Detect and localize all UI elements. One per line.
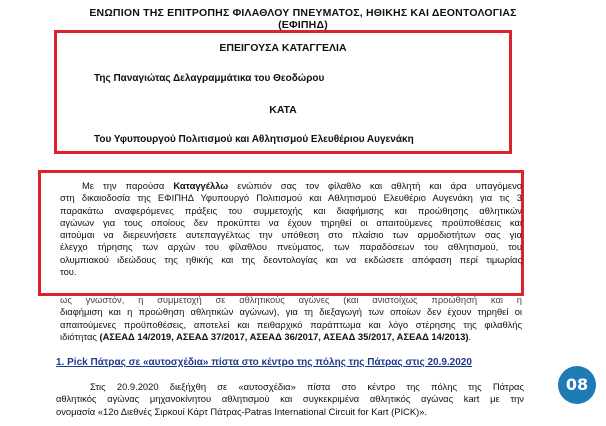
- section-body: [56, 381, 524, 418]
- body-line: Με την παρούσα Καταγγέλλω ενώπιόν σας τον φίλαθλο και αθλητή και άρα υπαγόμενο: [82, 180, 522, 191]
- page-number-badge: 08: [558, 366, 596, 404]
- body-line: έλεγχο τήρησης των αρχών του φίλαθλου πνεύματος, των παραδόσεων του αθλητισμού, του: [60, 241, 522, 253]
- header-abbreviation: (ΕΦΙΠΗΔ): [278, 19, 328, 31]
- body-line: αθλητικός αγώνας μηχανοκίνητου αθλητισμού και συγκεκριμένα αθλητικός αγώνας kart με την: [56, 393, 524, 405]
- body-line: ονομασία «12ο Διεθνές Σιρκουί Κάρτ Πάτρας-Patras International Circuit for Kart (PICK)».: [56, 405, 428, 417]
- body-line: διαφήμιση και η προώθηση αθλητικών αγώνων), για τη διεξαγωγή των οποίων δεν έχουν τηρηθεί οι: [60, 306, 522, 318]
- body-line: Στις 20.9.2020 διεξήχθη σε «αυτοσχέδια» πίστα στο κέντρο της πόλης της Πάτρας: [90, 381, 524, 392]
- body-line: παρακάτω αναφερόμενες πράξεις του συμμετοχής και διαφήμισης και προώθησης αθλητικών: [60, 204, 522, 216]
- body-line: στη δικαιοδοσία της ΕΦΙΠΗΔ Υφυπουργό Πολιτισμού και Αθλητισμού Ελευθέριο Αυγενάκη για τις 3: [60, 192, 522, 204]
- complainant: Της Παναγιώτας Δελαγραμμάτικα του Θεοδώρου: [94, 73, 325, 84]
- complaint-title: ΕΠΕΙΓΟΥΣΑ ΚΑΤΑΓΓΕΛΙΑ: [219, 42, 347, 54]
- respondent: Του Υφυπουργού Πολιτισμού και Αθλητισμού Ελευθέριου Αυγενάκη: [94, 134, 414, 145]
- body-line: αιτούμαι να διερευνήσετε αυτεπαγγέλτως την υπόθεση στο πλαίσιο των αρμοδιοτήτων σας για: [60, 229, 522, 241]
- against-label: ΚΑΤΑ: [269, 104, 297, 116]
- body-line: ολυμπιακού ιδεώδους της ηθικής και της δεοντολογίας και να εκδώσετε απόφαση περί τιμωρίας: [60, 253, 522, 265]
- body-line: αγώνων για τους οποίους δεν προκύπτει να έχουν τηρηθεί οι απαιτούμενες προϋποθέσεις και: [60, 216, 522, 228]
- bottom-fade: [0, 418, 606, 426]
- complaint-body: [60, 180, 522, 278]
- header-line: ΕΝΩΠΙΟΝ ΤΗΣ ΕΠΙΤΡΟΠΗΣ ΦΙΛΑΘΛΟΥ ΠΝΕΥΜΑΤΟΣ, ΗΘΙΚΗΣ ΚΑΙ ΔΕΟΝΤΟΛΟΓΙΑΣ: [89, 7, 517, 19]
- body-line: του.: [60, 266, 77, 278]
- document-header: [0, 7, 606, 31]
- body-line: απαιτούμενες προϋποθέσεις, αποτελεί και πειθαρχικό παράπτωμα και λόγο στέρησης της φιλαθλής: [60, 318, 522, 330]
- continuation-text: [60, 294, 522, 343]
- partial-line: ως γνωστόν, η συμμετοχή σε αθλητικούς αγώνες (και ανιστοίχως προώθησή και η: [60, 294, 522, 305]
- body-line: ιδιότητας (ΑΣΕΑΔ 14/2019, ΑΣΕΑΔ 37/2017, ΑΣΕΑΔ 36/2017, ΑΣΕΑΔ 35/2017, ΑΣΕΑΔ 14/2013).: [60, 330, 472, 342]
- section-heading: 1. Pick Πάτρας σε «αυτοσχέδια» πίστα στο κέντρο της πόλης της Πάτρας στις 20.9.2020: [56, 357, 472, 368]
